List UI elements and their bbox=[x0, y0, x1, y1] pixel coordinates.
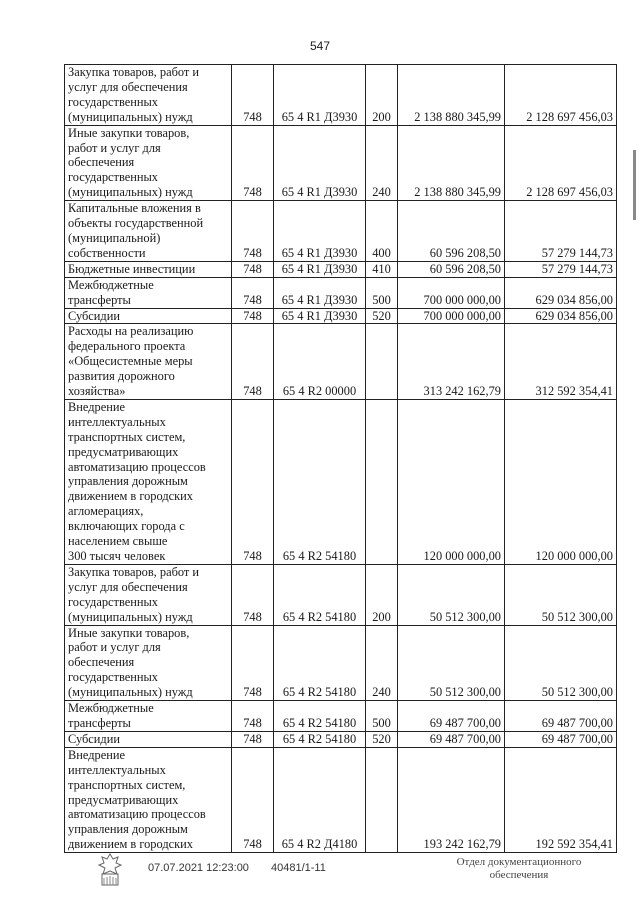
row-description-line: Расходы на реализацию bbox=[68, 324, 194, 339]
row-amount-planned: 193 242 162,79 bbox=[398, 747, 505, 852]
table-row bbox=[65, 701, 617, 732]
row-amount-planned: 50 512 300,00 bbox=[398, 564, 505, 625]
table-row bbox=[65, 399, 617, 564]
row-description bbox=[65, 324, 232, 400]
row-department-code: 748 bbox=[232, 324, 274, 400]
row-description-line: Иные закупки товаров, bbox=[68, 625, 190, 640]
budget-table-body bbox=[65, 65, 617, 853]
footer-datetime: 07.07.2021 12:23:00 bbox=[148, 862, 249, 874]
row-description bbox=[65, 625, 232, 701]
row-description-line: государственных bbox=[68, 94, 159, 109]
row-description bbox=[65, 747, 232, 852]
row-description-line: Бюджетные инвестиции bbox=[68, 261, 196, 276]
row-description-line: Межбюджетные bbox=[68, 277, 154, 292]
row-description-line: (муниципальных) нужд bbox=[68, 109, 193, 124]
row-description-line: предусматривающих bbox=[68, 792, 179, 807]
row-description-line: трансферты bbox=[68, 292, 131, 307]
table-row bbox=[65, 308, 617, 324]
row-amount-executed: 2 128 697 456,03 bbox=[505, 65, 617, 126]
row-description-line: транспортных систем, bbox=[68, 777, 186, 792]
row-description-line: (муниципальных) нужд bbox=[68, 185, 193, 200]
row-description-line: 300 тысяч человек bbox=[68, 549, 166, 563]
row-department-code: 748 bbox=[232, 308, 274, 324]
row-amount-planned: 2 138 880 345,99 bbox=[398, 65, 505, 126]
page-footer bbox=[0, 852, 640, 902]
row-description-line: федерального проекта bbox=[68, 339, 186, 354]
table-row bbox=[65, 201, 617, 262]
row-description-line: услуг для обеспечения bbox=[68, 579, 188, 594]
row-target-article: 65 4 R1 Д3930 bbox=[274, 125, 366, 201]
row-description-line: работ и услуг для bbox=[68, 140, 161, 155]
row-amount-planned: 313 242 162,79 bbox=[398, 324, 505, 400]
row-expense-type bbox=[366, 747, 398, 852]
row-target-article: 65 4 R1 Д3930 bbox=[274, 65, 366, 126]
coat-of-arms-icon bbox=[94, 852, 126, 888]
row-description-line: Внедрение bbox=[68, 747, 125, 762]
table-row bbox=[65, 564, 617, 625]
row-amount-planned: 700 000 000,00 bbox=[398, 277, 505, 308]
row-amount-planned: 2 138 880 345,99 bbox=[398, 125, 505, 201]
row-target-article: 65 4 R2 54180 bbox=[274, 625, 366, 701]
row-description-line: хозяйства» bbox=[68, 384, 126, 399]
row-description-line: предусматривающих bbox=[68, 444, 179, 459]
row-description-line: государственных bbox=[68, 594, 159, 609]
table-row bbox=[65, 324, 617, 400]
row-description-line: управления дорожным bbox=[68, 822, 188, 837]
row-expense-type: 410 bbox=[366, 261, 398, 277]
row-description-line: Закупка товаров, работ и bbox=[68, 564, 200, 579]
row-target-article: 65 4 R1 Д3930 bbox=[274, 277, 366, 308]
row-department-code: 748 bbox=[232, 399, 274, 564]
row-description-line: (муниципальных) нужд bbox=[68, 609, 193, 624]
budget-table bbox=[64, 64, 617, 853]
row-target-article: 65 4 R2 54180 bbox=[274, 564, 366, 625]
row-description bbox=[65, 277, 232, 308]
row-amount-planned: 69 487 700,00 bbox=[398, 731, 505, 747]
table-row bbox=[65, 261, 617, 277]
row-expense-type bbox=[366, 399, 398, 564]
row-description-line: интеллектуальных bbox=[68, 414, 166, 429]
row-description-line: Субсидии bbox=[68, 308, 120, 323]
row-description bbox=[65, 399, 232, 564]
row-expense-type bbox=[366, 324, 398, 400]
row-description-line: обеспечения bbox=[68, 155, 135, 170]
row-department-code: 748 bbox=[232, 65, 274, 126]
row-target-article: 65 4 R2 Д4180 bbox=[274, 747, 366, 852]
footer-department-line: обеспечения bbox=[489, 869, 549, 881]
row-description-line: движением в городских bbox=[68, 489, 193, 504]
row-amount-executed: 57 279 144,73 bbox=[505, 201, 617, 262]
row-target-article: 65 4 R1 Д3930 bbox=[274, 201, 366, 262]
row-description-line: Внедрение bbox=[68, 399, 125, 414]
footer-doc-number: 40481/1-11 bbox=[271, 862, 326, 874]
row-description-line: управления дорожным bbox=[68, 474, 188, 489]
row-amount-executed: 2 128 697 456,03 bbox=[505, 125, 617, 201]
row-target-article: 65 4 R2 54180 bbox=[274, 731, 366, 747]
row-expense-type: 240 bbox=[366, 625, 398, 701]
row-description bbox=[65, 261, 232, 277]
row-amount-executed: 629 034 856,00 bbox=[505, 308, 617, 324]
row-expense-type: 400 bbox=[366, 201, 398, 262]
row-amount-planned: 69 487 700,00 bbox=[398, 701, 505, 732]
row-description-line: (муниципальных) нужд bbox=[68, 685, 193, 700]
row-description bbox=[65, 731, 232, 747]
row-description bbox=[65, 308, 232, 324]
row-department-code: 748 bbox=[232, 625, 274, 701]
row-description bbox=[65, 564, 232, 625]
table-row bbox=[65, 625, 617, 701]
row-department-code: 748 bbox=[232, 277, 274, 308]
row-description-line: развития дорожного bbox=[68, 369, 175, 384]
row-description-line: работ и услуг для bbox=[68, 640, 161, 655]
row-description-line: трансферты bbox=[68, 715, 131, 730]
row-description-line: Иные закупки товаров, bbox=[68, 125, 190, 140]
row-description-line: интеллектуальных bbox=[68, 762, 166, 777]
row-description-line: движением в городских bbox=[68, 837, 193, 852]
row-amount-planned: 60 596 208,50 bbox=[398, 201, 505, 262]
row-amount-executed: 312 592 354,41 bbox=[505, 324, 617, 400]
row-description bbox=[65, 701, 232, 732]
row-description-line: обеспечения bbox=[68, 655, 135, 670]
row-description-line: государственных bbox=[68, 670, 159, 685]
row-target-article: 65 4 R1 Д3930 bbox=[274, 261, 366, 277]
row-description-line: (муниципальной) bbox=[68, 230, 161, 245]
table-row bbox=[65, 125, 617, 201]
footer-department-stamp bbox=[434, 856, 604, 882]
row-description-line: объекты государственной bbox=[68, 216, 204, 231]
row-description-line: включающих города с bbox=[68, 519, 185, 534]
table-row bbox=[65, 731, 617, 747]
table-row bbox=[65, 747, 617, 852]
row-description-line: автоматизацию процессов bbox=[68, 807, 206, 822]
scan-margin-mark bbox=[633, 150, 636, 220]
row-expense-type: 500 bbox=[366, 701, 398, 732]
row-amount-executed: 50 512 300,00 bbox=[505, 625, 617, 701]
row-description bbox=[65, 65, 232, 126]
row-amount-planned: 700 000 000,00 bbox=[398, 308, 505, 324]
row-expense-type: 240 bbox=[366, 125, 398, 201]
row-amount-executed: 57 279 144,73 bbox=[505, 261, 617, 277]
table-row bbox=[65, 277, 617, 308]
row-description-line: Капитальные вложения в bbox=[68, 201, 201, 216]
row-department-code: 748 bbox=[232, 701, 274, 732]
row-amount-executed: 69 487 700,00 bbox=[505, 701, 617, 732]
row-description-line: Закупка товаров, работ и bbox=[68, 65, 200, 79]
row-department-code: 748 bbox=[232, 261, 274, 277]
row-description-line: агломерациях, bbox=[68, 504, 144, 519]
row-expense-type: 500 bbox=[366, 277, 398, 308]
row-target-article: 65 4 R2 00000 bbox=[274, 324, 366, 400]
row-amount-executed: 192 592 354,41 bbox=[505, 747, 617, 852]
row-description-line: автоматизацию процессов bbox=[68, 459, 206, 474]
page-number: 547 bbox=[309, 39, 331, 53]
row-description-line: услуг для обеспечения bbox=[68, 79, 188, 94]
row-target-article: 65 4 R2 54180 bbox=[274, 701, 366, 732]
row-target-article: 65 4 R2 54180 bbox=[274, 399, 366, 564]
row-description bbox=[65, 201, 232, 262]
row-description-line: Субсидии bbox=[68, 731, 120, 746]
footer-department-line: Отдел документационного bbox=[456, 856, 582, 868]
row-amount-executed: 50 512 300,00 bbox=[505, 564, 617, 625]
row-description-line: Межбюджетные bbox=[68, 701, 154, 716]
row-department-code: 748 bbox=[232, 125, 274, 201]
row-description-line: транспортных систем, bbox=[68, 429, 186, 444]
row-amount-planned: 60 596 208,50 bbox=[398, 261, 505, 277]
row-expense-type: 520 bbox=[366, 308, 398, 324]
row-expense-type: 200 bbox=[366, 564, 398, 625]
row-expense-type: 520 bbox=[366, 731, 398, 747]
row-target-article: 65 4 R1 Д3930 bbox=[274, 308, 366, 324]
row-description bbox=[65, 125, 232, 201]
row-amount-executed: 69 487 700,00 bbox=[505, 731, 617, 747]
row-department-code: 748 bbox=[232, 564, 274, 625]
table-row bbox=[65, 65, 617, 126]
row-description-line: собственности bbox=[68, 245, 146, 260]
row-amount-planned: 50 512 300,00 bbox=[398, 625, 505, 701]
row-amount-executed: 120 000 000,00 bbox=[505, 399, 617, 564]
row-department-code: 748 bbox=[232, 731, 274, 747]
row-department-code: 748 bbox=[232, 201, 274, 262]
row-expense-type: 200 bbox=[366, 65, 398, 126]
row-description-line: населением свыше bbox=[68, 534, 168, 549]
row-amount-planned: 120 000 000,00 bbox=[398, 399, 505, 564]
row-description-line: государственных bbox=[68, 170, 159, 185]
row-amount-executed: 629 034 856,00 bbox=[505, 277, 617, 308]
row-description-line: «Общесистемные меры bbox=[68, 354, 193, 369]
row-department-code: 748 bbox=[232, 747, 274, 852]
